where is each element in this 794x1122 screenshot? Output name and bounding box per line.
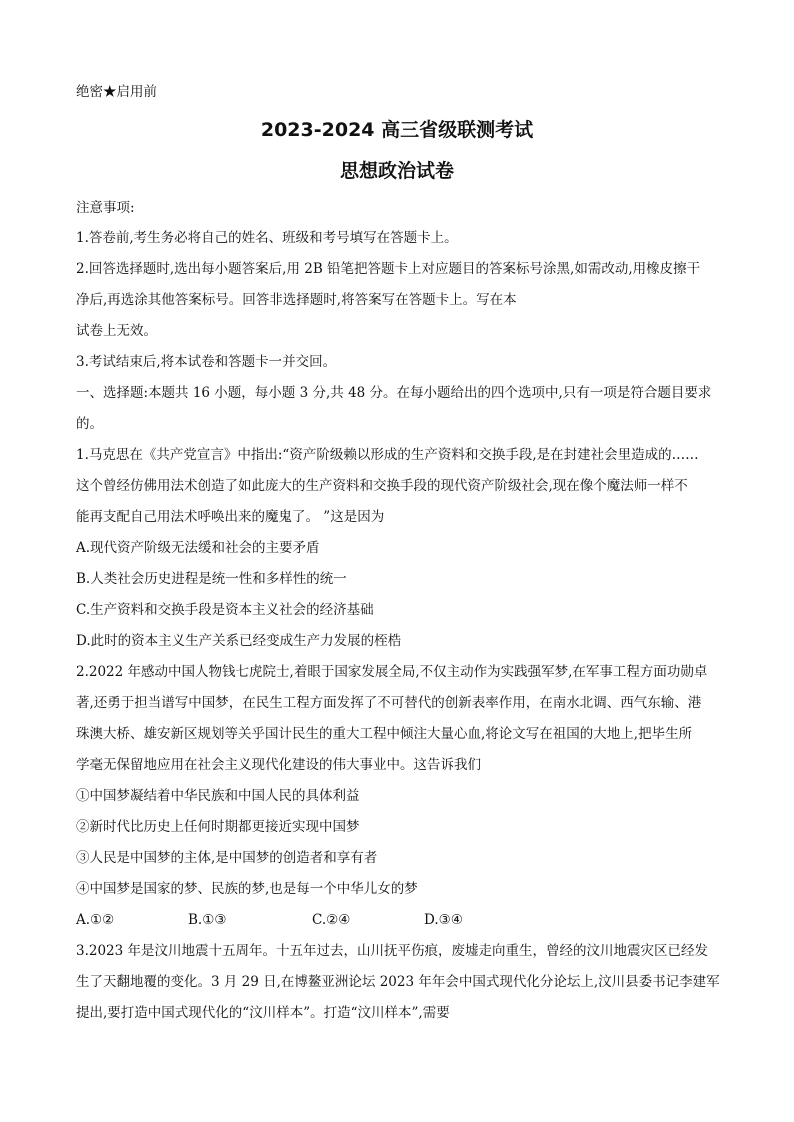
notice-item-2-line-2: 净后,再选涂其他答案标号。回答非选择题时,将答案写在答题卡上。写在本 bbox=[76, 292, 517, 308]
question-3-stem-line-1: 3.2023 年是汶川地震十五周年。十五年过去，山川抚平伤痕，废墟走向重生，曾经的汶川地震灾区已经发 bbox=[76, 943, 709, 959]
notice-item-1: 1.答卷前,考生务必将自己的姓名、班级和考号填写在答题卡上。 bbox=[76, 230, 458, 246]
notice-item-2-line-3: 试卷上无效。 bbox=[76, 323, 157, 339]
question-2-option-d: D.③④ bbox=[424, 912, 463, 928]
notice-item-3: 3.考试结束后,将本试卷和答题卡一并交回。 bbox=[76, 354, 337, 370]
question-2-stem-line-2: 著,还勇于担当谱写中国梦，在民生工程方面发挥了不可替代的创新表率作用，在南水北调、西气东输、港 bbox=[76, 695, 702, 711]
question-2-statement-2: ②新时代比历史上任何时期都更接近实现中国梦 bbox=[76, 819, 360, 835]
question-2-statement-4: ④中国梦是国家的梦、民族的梦,也是每一个中华儿女的梦 bbox=[76, 881, 418, 897]
question-2-option-b: B.①③ bbox=[188, 912, 227, 928]
question-1-stem-line-3: 能再支配自己用法术呼唤出来的魔鬼了。 ”这是因为 bbox=[76, 509, 385, 525]
exam-title: 2023-2024 高三省级联测考试 bbox=[260, 119, 534, 141]
exam-subtitle: 思想政治试卷 bbox=[339, 160, 454, 182]
question-3-stem-line-3: 提出,要打造中国式现代化的“汶川样本”。打造“汶川样本”,需要 bbox=[76, 1005, 450, 1021]
question-1-stem-line-1: 1.马克思在《共产党宣言》中指出:“资产阶级赖以形成的生产资料和交换手段,是在封建社会里造成的…… bbox=[76, 447, 699, 463]
question-2-stem-line-4: 学毫无保留地应用在社会主义现代化建设的伟大事业中。这告诉我们 bbox=[76, 757, 481, 773]
question-1-option-d: D.此时的资本主义生产关系已经变成生产力发展的桎梏 bbox=[76, 633, 402, 649]
notice-heading: 注意事项: bbox=[76, 200, 135, 216]
section-1-instructions-line-2: 的。 bbox=[76, 416, 103, 432]
question-2-stem-line-1: 2.2022 年感动中国人物钱七虎院士,着眼于国家发展全局,不仅主动作为实践强军梦,在军事工程方面功勋卓 bbox=[76, 664, 708, 680]
notice-item-2-line-1: 2.回答选择题时,选出每小题答案后,用 2B 铅笔把答题卡上对应题目的答案标号涂黑,如需改动,用橡皮擦干 bbox=[76, 261, 701, 277]
question-1-option-a: A.现代资产阶级无法缓和社会的主要矛盾 bbox=[76, 540, 320, 556]
question-2-options bbox=[76, 911, 724, 929]
question-2-stem-line-3: 珠澳大桥、雄安新区规划等关乎国计民生的重大工程中倾注大量心血,将论文写在祖国的大地上,把毕生所 bbox=[76, 726, 693, 742]
question-2-option-a: A.①② bbox=[76, 912, 115, 928]
question-1-stem-line-2: 这个曾经仿佛用法术创造了如此庞大的生产资料和交换手段的现代资产阶级社会,现在像个魔法师一样不 bbox=[76, 478, 688, 494]
question-1-option-c: C.生产资料和交换手段是资本主义社会的经济基础 bbox=[76, 602, 374, 618]
secret-mark: 绝密★启用前 bbox=[76, 84, 157, 100]
question-3-stem-line-2: 生了天翻地覆的变化。3 月 29 日,在博鳌亚洲论坛 2023 年年会中国式现代化分论坛上,汶川县委书记李建军 bbox=[76, 974, 720, 990]
question-2-statement-3: ③人民是中国梦的主体,是中国梦的创造者和享有者 bbox=[76, 850, 378, 866]
question-2-statement-1: ①中国梦凝结着中华民族和中国人民的具体利益 bbox=[76, 788, 360, 804]
section-1-instructions-line-1: 一、选择题:本题共 16 小题，每小题 3 分,共 48 分。在每小题给出的四个选项中,只有一项是符合题目要求 bbox=[76, 385, 712, 401]
question-2-option-c: C.②④ bbox=[312, 912, 351, 928]
question-1-option-b: B.人类社会历史进程是统一性和多样性的统一 bbox=[76, 571, 347, 587]
